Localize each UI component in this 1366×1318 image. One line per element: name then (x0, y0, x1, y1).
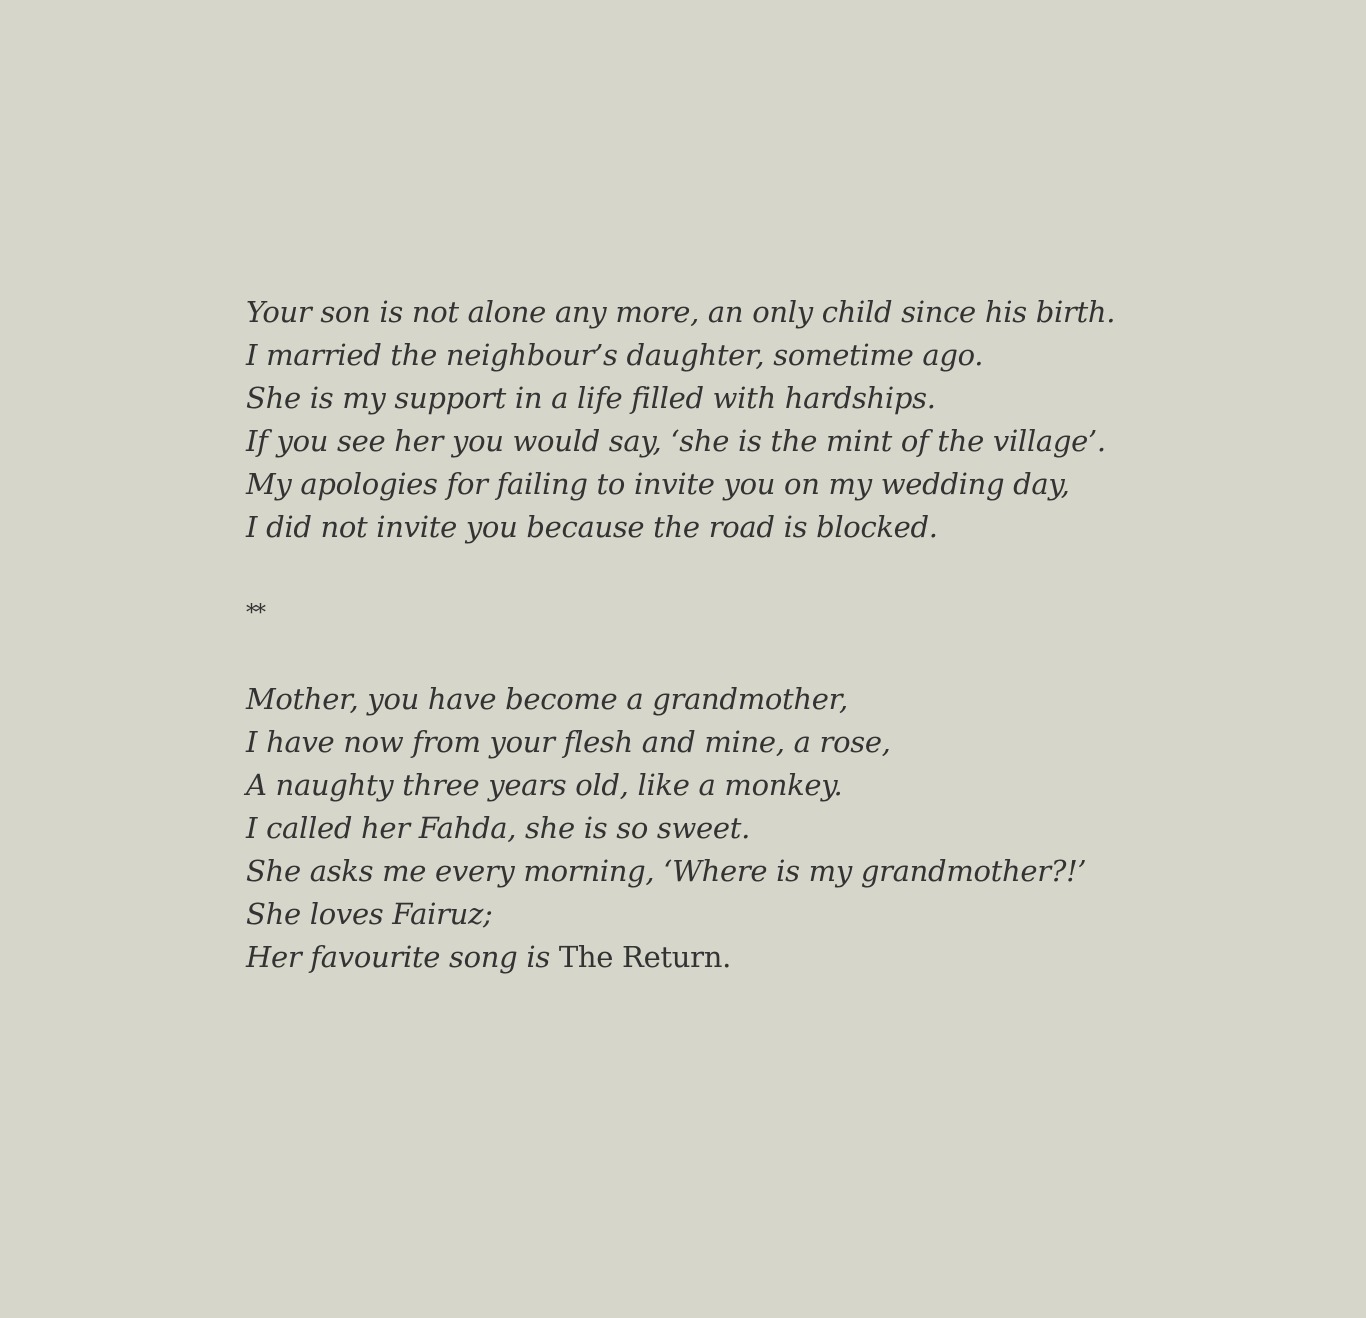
poem-line: A naughty three years old, like a monkey. (246, 768, 843, 802)
poem-line: If you see her you would say, ‘she is the mint of the village’. (246, 424, 1106, 458)
poem-line: She is my support in a life filled with hardships. (246, 381, 936, 415)
poem-line: Mother, you have become a grandmother, (246, 682, 848, 716)
final-line-text: Her favourite song is (246, 940, 559, 974)
stanza-separator: ** (246, 601, 264, 626)
poem-line: My apologies for failing to invite you on my wedding day, (246, 467, 1070, 501)
poem-line: She asks me every morning, ‘Where is my grandmother?!’ (246, 854, 1087, 888)
poem-line: Your son is not alone any more, an only child since his birth. (246, 295, 1116, 329)
song-title: The Return (558, 940, 723, 974)
stanza-one (246, 291, 1246, 549)
poem-line: I have now from your flesh and mine, a rose, (246, 725, 891, 759)
stanza-two (246, 678, 1246, 979)
poem-line: She loves Fairuz; (246, 897, 493, 931)
poem-text (246, 291, 1246, 979)
poem-line: I called her Fahda, she is so sweet. (246, 811, 751, 845)
poem-line: I did not invite you because the road is blocked. (246, 510, 938, 544)
poem-line: I married the neighbour’s daughter, sometime ago. (246, 338, 984, 372)
final-line-period: . (722, 940, 732, 974)
poem-final-line (246, 936, 1246, 979)
